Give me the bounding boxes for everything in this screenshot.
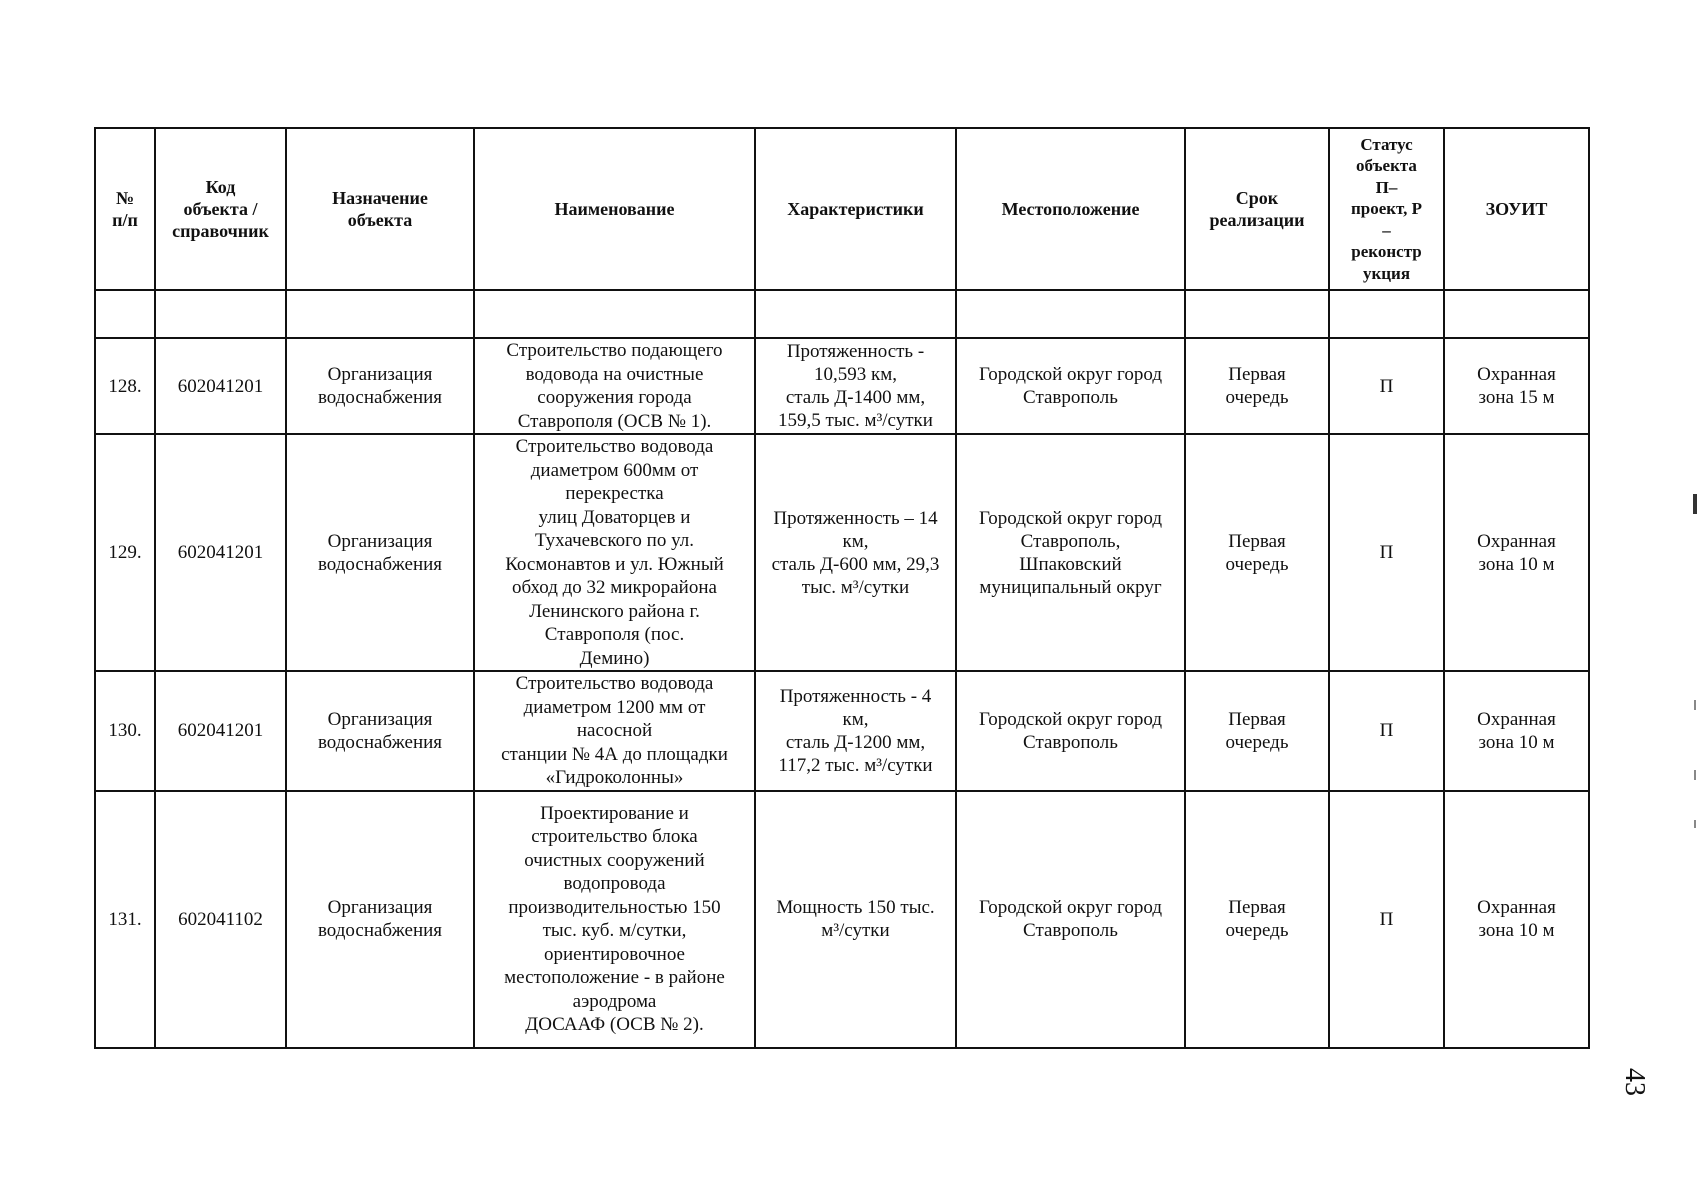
cell-purpose: Организация водоснабжения [286, 434, 474, 671]
scan-margin-mark [1693, 494, 1697, 514]
header-num: № п/п [95, 128, 155, 290]
scan-margin-mark [1694, 700, 1696, 710]
table-row [95, 791, 1589, 1048]
cell-status: П [1329, 434, 1444, 671]
header-location: Местоположение [956, 128, 1185, 290]
cell-zone: Охранная зона 10 м [1444, 671, 1589, 791]
cell-purpose: Организация водоснабжения [286, 338, 474, 434]
cell-num: 128. [95, 338, 155, 434]
header-code: Код объекта / справочник [155, 128, 286, 290]
blank-cell [95, 290, 155, 338]
cell-characteristics: Мощность 150 тыс. м³/сутки [755, 791, 956, 1048]
header-term: Срок реализации [1185, 128, 1329, 290]
cell-term: Первая очередь [1185, 434, 1329, 671]
scan-margin-mark [1694, 820, 1696, 828]
table-row [95, 671, 1589, 791]
cell-zone: Охранная зона 10 м [1444, 434, 1589, 671]
cell-zone: Охранная зона 10 м [1444, 791, 1589, 1048]
cell-characteristics: Протяженность – 14 км, сталь Д-600 мм, 29,3 тыс. м³/сутки [755, 434, 956, 671]
blank-cell [1444, 290, 1589, 338]
cell-name: Строительство водовода диаметром 600мм от перекрестка улиц Доваторцев и Тухачевского по ул. Космонавтов и ул. Южный обход до 32 микрорайона Ленинского района г. Ставрополя (пос. Демино) [474, 434, 755, 671]
cell-code: 602041102 [155, 791, 286, 1048]
cell-zone: Охранная зона 15 м [1444, 338, 1589, 434]
cell-status: П [1329, 791, 1444, 1048]
cell-location: Городской округ город Ставрополь [956, 338, 1185, 434]
header-name: Наименование [474, 128, 755, 290]
cell-code: 602041201 [155, 434, 286, 671]
cell-status: П [1329, 671, 1444, 791]
cell-code: 602041201 [155, 671, 286, 791]
header-row [95, 128, 1589, 290]
blank-cell [755, 290, 956, 338]
cell-term: Первая очередь [1185, 671, 1329, 791]
scan-margin-mark [1694, 770, 1696, 780]
cell-name: Проектирование и строительство блока очистных сооружений водопровода производительностью 150 тыс. куб. м/сутки, ориентировочное местоположение - в районе аэродрома ДОСААФ (ОСВ № 2). [474, 791, 755, 1048]
cell-characteristics: Протяженность - 4 км, сталь Д-1200 мм, 117,2 тыс. м³/сутки [755, 671, 956, 791]
cell-num: 131. [95, 791, 155, 1048]
cell-num: 129. [95, 434, 155, 671]
page-number: 43 [1619, 1068, 1650, 1096]
header-status: Статус объекта П– проект, Р – реконстр укция [1329, 128, 1444, 290]
header-characteristics: Характеристики [755, 128, 956, 290]
cell-purpose: Организация водоснабжения [286, 671, 474, 791]
cell-term: Первая очередь [1185, 791, 1329, 1048]
blank-cell [286, 290, 474, 338]
blank-cell [1185, 290, 1329, 338]
blank-cell [1329, 290, 1444, 338]
table-row [95, 338, 1589, 434]
header-purpose: Назначение объекта [286, 128, 474, 290]
registry-table [94, 127, 1590, 1049]
cell-location: Городской округ город Ставрополь [956, 791, 1185, 1048]
cell-code: 602041201 [155, 338, 286, 434]
header-zone: ЗОУИТ [1444, 128, 1589, 290]
cell-location: Городской округ город Ставрополь [956, 671, 1185, 791]
cell-num: 130. [95, 671, 155, 791]
cell-term: Первая очередь [1185, 338, 1329, 434]
cell-name: Строительство водовода диаметром 1200 мм от насосной станции № 4А до площадки «Гидроколонны» [474, 671, 755, 791]
cell-purpose: Организация водоснабжения [286, 791, 474, 1048]
cell-characteristics: Протяженность - 10,593 км, сталь Д-1400 мм, 159,5 тыс. м³/сутки [755, 338, 956, 434]
blank-cell [956, 290, 1185, 338]
blank-cell [155, 290, 286, 338]
table-row [95, 434, 1589, 671]
blank-cell [474, 290, 755, 338]
blank-row [95, 290, 1589, 338]
cell-location: Городской округ город Ставрополь, Шпаковский муниципальный округ [956, 434, 1185, 671]
cell-name: Строительство подающего водовода на очистные сооружения города Ставрополя (ОСВ № 1). [474, 338, 755, 434]
cell-status: П [1329, 338, 1444, 434]
